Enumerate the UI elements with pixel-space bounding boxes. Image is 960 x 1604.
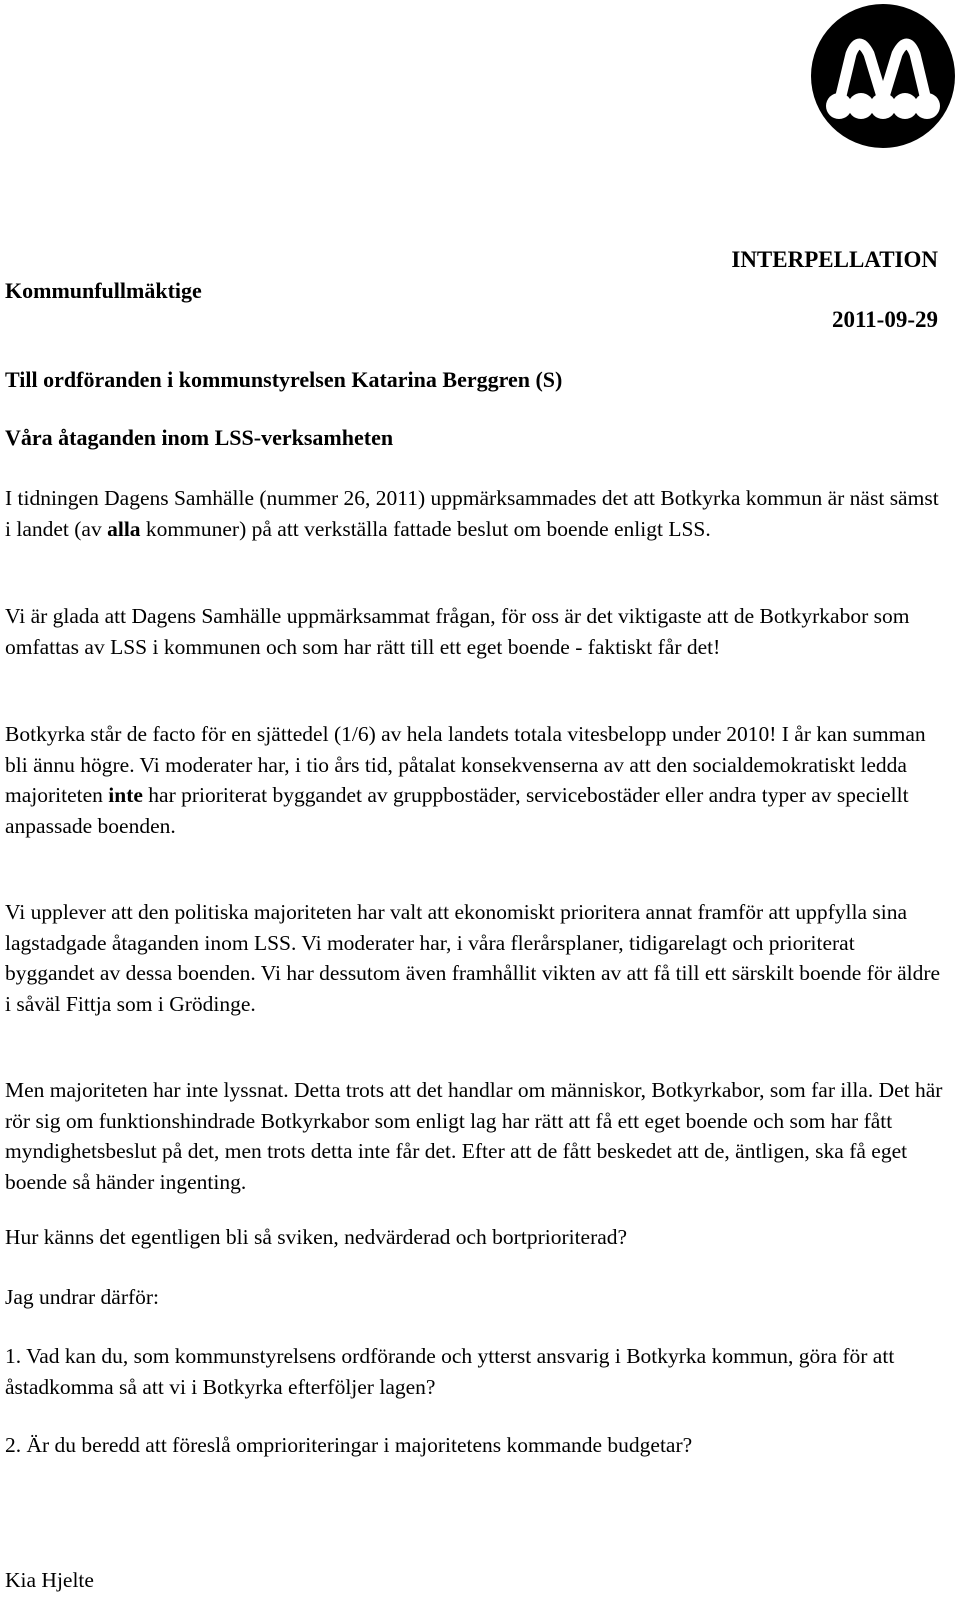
paragraph-1-emphasis: alla <box>107 516 141 541</box>
paragraph-2: Vi är glada att Dagens Samhälle uppmärksammat frågan, för oss är det viktigaste att de Botkyrkabor som omfattas av LSS i kommunen och som har rätt till ett eget boende - faktiskt får det! <box>5 604 910 659</box>
subject-heading: Våra åtaganden inom LSS-verksamheten <box>5 425 394 450</box>
paragraph-5: Men majoriteten har inte lyssnat. Detta trots att det handlar om människor, Botkyrkabor, som far illa. Det här rör sig om funktionshindrade Botkyrkabor som enligt lag har rätt att få ett eget boende och som har fått myndighetsbeslut på det, men trots detta inte får det. Efter att de fått beskedet att de, äntligen, ska få eget boende så händer ingenting. <box>5 1078 943 1194</box>
paragraph-3 <box>5 719 945 841</box>
addressee: Till ordföranden i kommunstyrelsen Katarina Berggren (S) <box>5 367 563 392</box>
question-2: 2. Är du beredd att föreslå omprioriteringar i majoritetens kommande budgetar? <box>5 1433 693 1457</box>
paragraph-3-emphasis: inte <box>108 783 143 807</box>
paragraph-4: Vi upplever att den politiska majoriteten har valt att ekonomiskt prioritera annat framför att uppfylla sina lagstadgade åtaganden inom LSS. Vi moderater har, i våra flerårsplaner, tidigarelagt och prioriterat byggandet av dessa boenden. Vi har dessutom även framhållit vikten av att få till ett särskilt boende för äldre i såväl Fittja som i Grödinge. <box>5 900 941 1016</box>
paragraph-7: Jag undrar därför: <box>5 1285 160 1309</box>
paragraph-1 <box>5 483 945 544</box>
paragraph-3-text-a: Botkyrka står de facto för en sjättedel (1/6) av hela landets totala vitesbelopp under 2010! I år kan summan bli ännu högre. Vi moderater har, i tio års tid, påtalat konsekvenserna av att den socialdemokratiskt ledda majoriteten <box>5 722 926 807</box>
paragraph-3-text-b: har prioriterat byggandet av gruppbostäder, servicebostäder eller andra typer av speciellt anpassade boenden. <box>5 783 909 838</box>
question-1: 1. Vad kan du, som kommunstyrelsens ordförande och ytterst ansvarig i Botkyrka kommun, göra för att åstadkomma så att vi i Botkyrka efterföljer lagen? <box>5 1344 895 1399</box>
paragraph-1-text-a: I tidningen Dagens Samhälle (nummer 26, 2011) uppmärksammades det att Botkyrka kommun är näst sämst i landet (av <box>5 486 939 541</box>
moderaterna-logo-icon <box>811 4 955 148</box>
paragraph-1-text-b: kommuner) på att verkställa fattade beslut om boende enligt LSS. <box>140 516 711 541</box>
signature: Kia Hjelte <box>5 1568 94 1592</box>
document-date: 2011-09-29 <box>831 307 938 332</box>
paragraph-6: Hur känns det egentligen bli så sviken, nedvärderad och bortprioriterad? <box>5 1225 628 1249</box>
recipient-body: Kommunfullmäktige <box>5 278 202 303</box>
document-type: INTERPELLATION <box>731 247 938 272</box>
